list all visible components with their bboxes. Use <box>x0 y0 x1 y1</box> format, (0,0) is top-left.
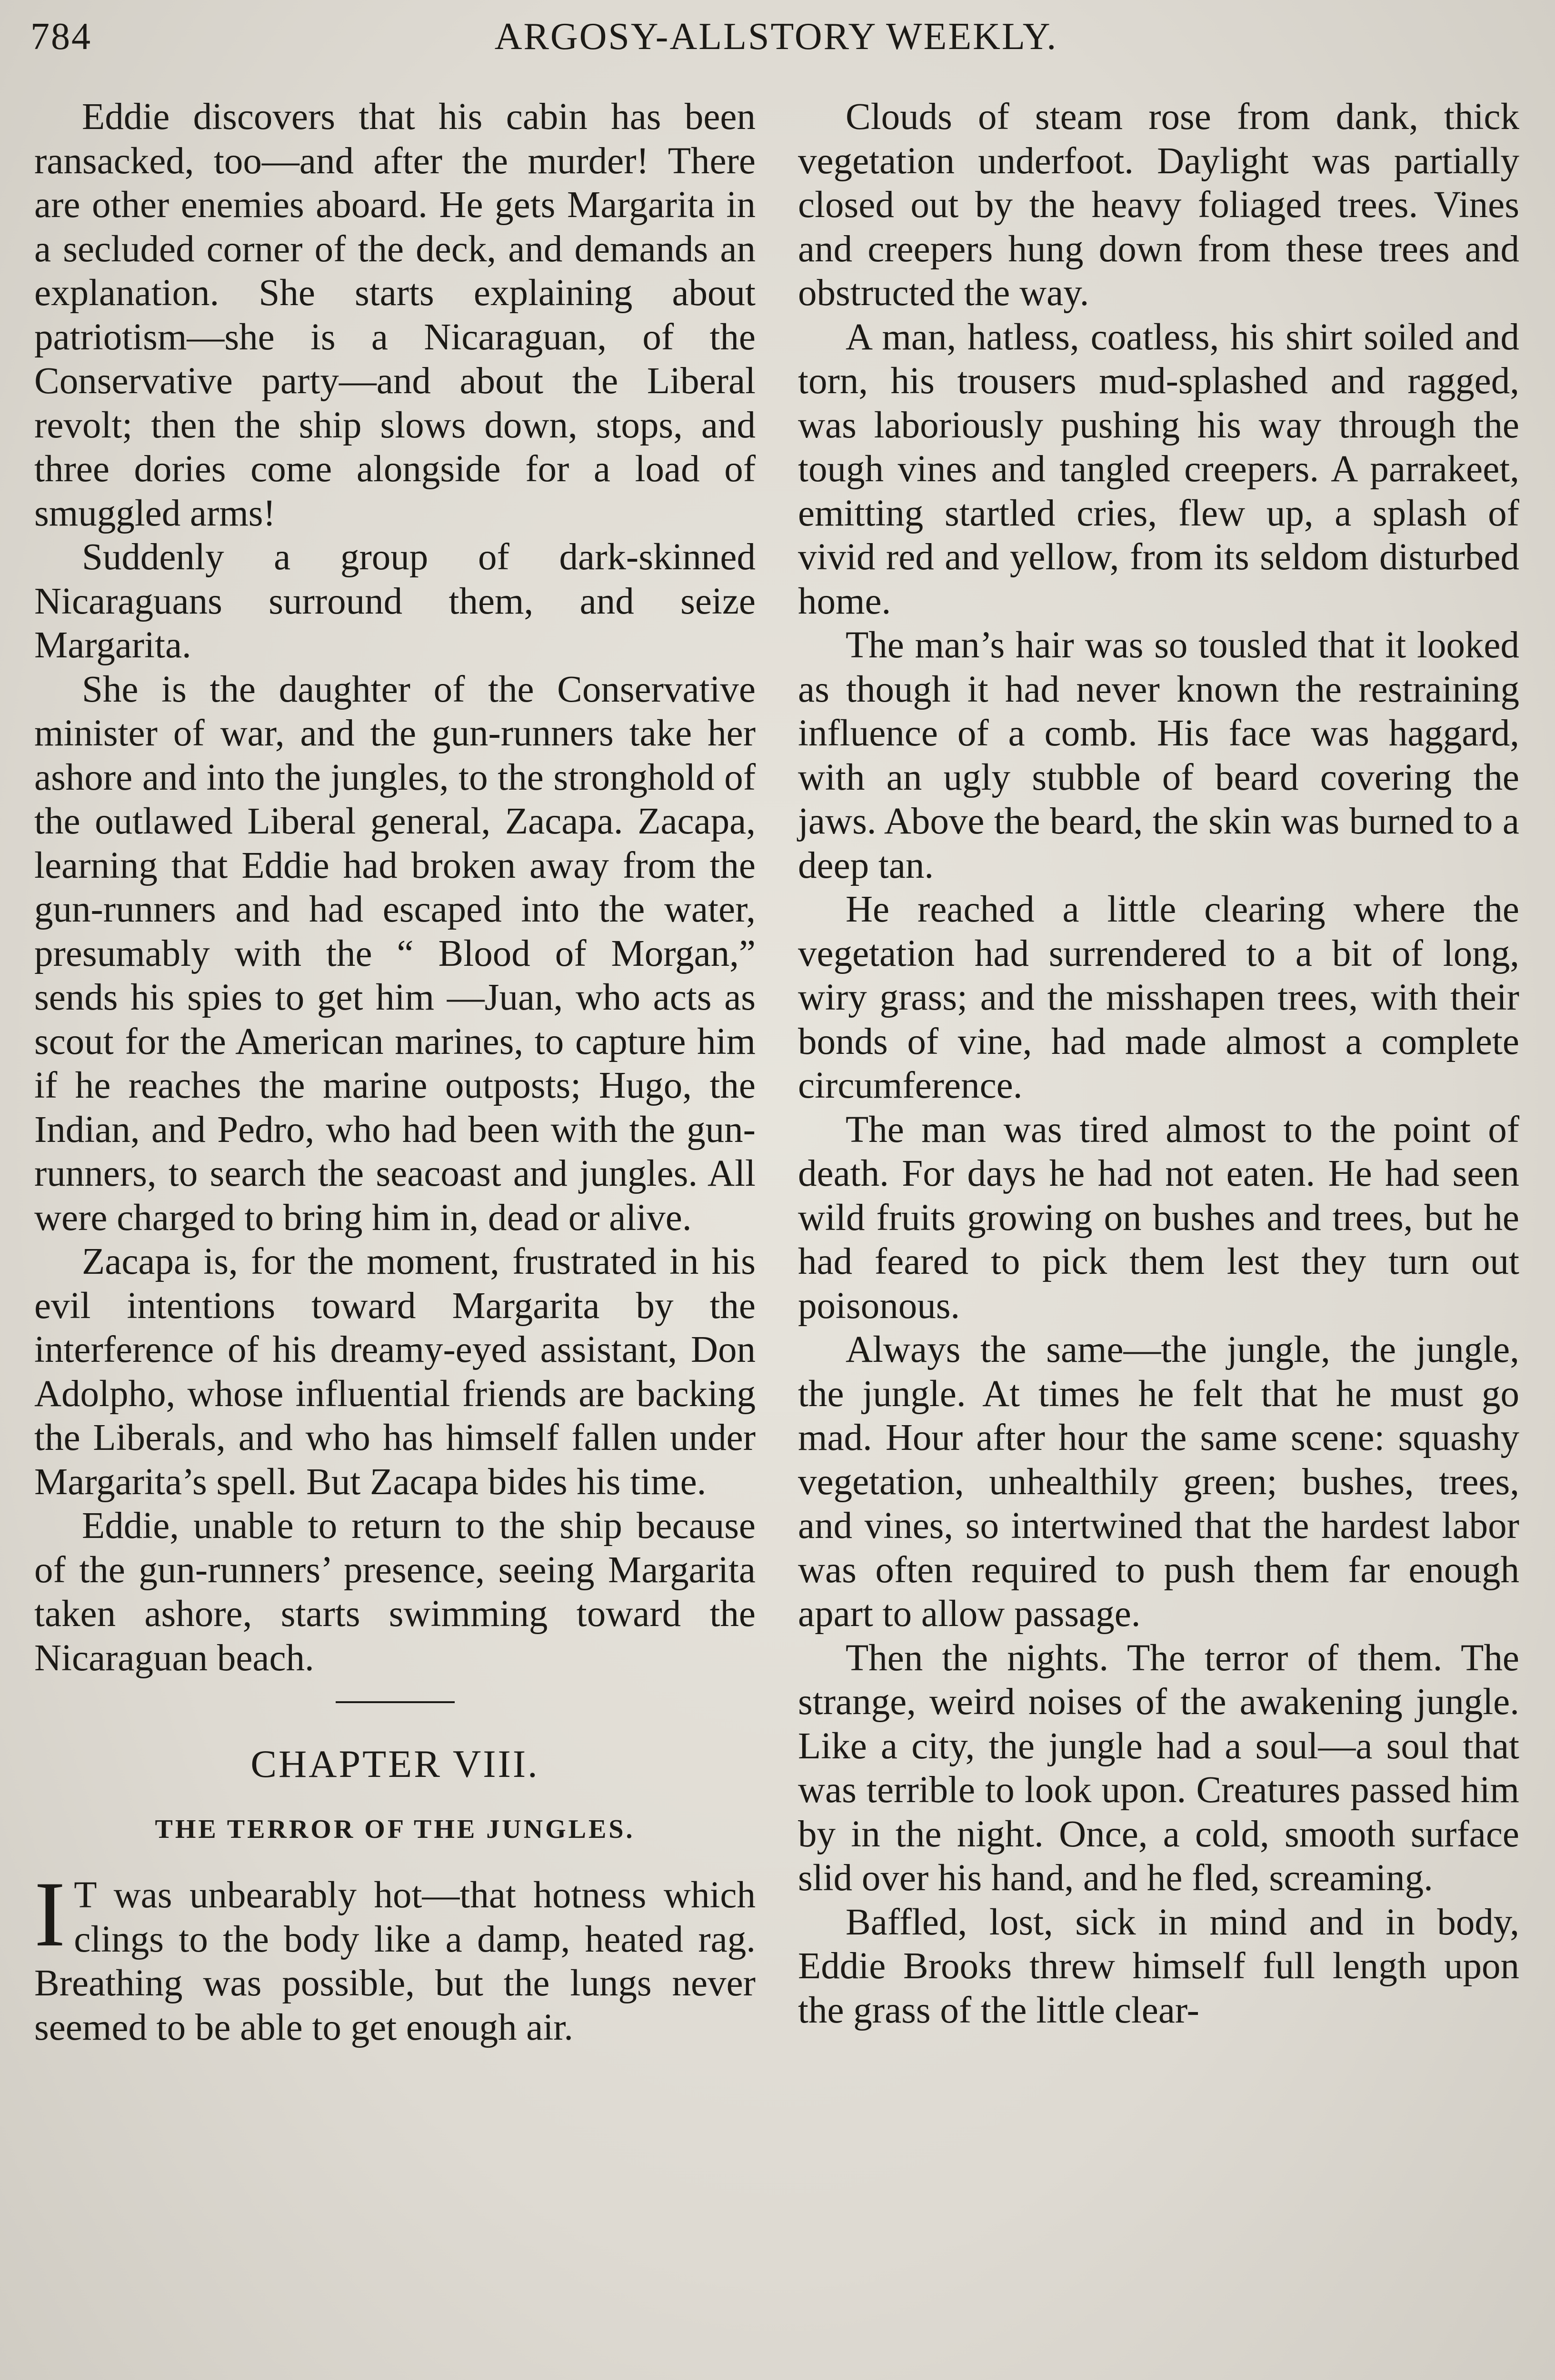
story-paragraph: A man, hatless, coatless, his shirt soiled and torn, his trousers mud-splashed and ragged, was laboriously pushing his way through the tough vines and tangled creepers. A parrakeet, emitting startled cries, flew up, a splash of vivid red and yellow, from its seldom disturbed home. <box>798 316 1519 622</box>
drop-cap: I <box>34 1863 66 1966</box>
chapter-title: CHAPTER VIII. <box>250 1742 539 1785</box>
page-number: 784 <box>30 16 92 58</box>
synopsis-paragraph: Suddenly a group of dark-skinned Nicaraguans surround them, and seize Margarita. <box>34 536 756 666</box>
story-paragraph: Baffled, lost, sick in mind and in body, Eddie Brooks threw himself full length upon the grass of the little clear- <box>798 1901 1519 2031</box>
masthead: ARGOSY-ALLSTORY WEEKLY. <box>494 16 1058 58</box>
left-column <box>34 95 756 2050</box>
story-paragraph: Clouds of steam rose from dank, thick vegetation underfoot. Daylight was partially closed out by the heavy foliaged trees. Vines and creepers hung down from these trees and obstructed the way. <box>798 96 1519 314</box>
chapter-subtitle: THE TERROR OF THE JUNGLES. <box>155 1815 635 1844</box>
synopsis-paragraph: She is the daughter of the Conservative minister of war, and the gun-runners take her ashore and into the jungles, to the stronghold of the outlawed Liberal general, Zacapa. Zacapa, learning that Eddie had broken away from the gun-runners and had escaped into the water, presumably with the “ Blood of Morgan,” sends his spies to get him —Juan, who acts as scout for the American marines, to capture him if he reaches the marine outposts; Hugo, the Indian, and Pedro, who had been with the gun-runners, to search the seacoast and jungles. All were charged to bring him in, dead or alive. <box>34 668 756 1239</box>
chapter-opening <box>34 1863 756 2050</box>
story-paragraph: Then the nights. The terror of them. The strange, weird noises of the awakening jungle. Like a city, the jungle had a soul—a soul that was terrible to look upon. Creatures passed him by in the night. Once, a cold, smooth surface slid over his hand, and he fled, screaming. <box>798 1637 1519 1899</box>
synopsis-paragraph: Zacapa is, for the moment, frustrated in his evil intentions toward Margarita by the interference of his dreamy-eyed assistant, Don Adolpho, whose influential friends are backing the Liberals, and who has himself fallen under Margarita’s spell. But Zacapa bides his time. <box>34 1241 756 1503</box>
story-paragraph: He reached a little clearing where the vegetation had surrendered to a bit of long, wiry grass; and the misshapen trees, with their bonds of vine, had made almost a complete circumference. <box>798 889 1519 1106</box>
story-paragraph: The man’s hair was so tousled that it looked as though it had never known the restraining influence of a comb. His face was haggard, with an ugly stubble of beard covering the jaws. Above the beard, the skin was burned to a deep tan. <box>798 625 1519 886</box>
chapter-opening-text: T was unbearably hot—that hotness which clings to the body like a damp, heated rag. Breathing was possible, but the lungs never seemed to be able to get enough air. <box>34 1874 756 2048</box>
page-header <box>30 15 1522 68</box>
story-paragraph: Always the same—the jungle, the jungle, the jungle. At times he felt that he must go mad. Hour after hour the same scene: squashy vegetation, unhealthily green; bushes, trees, and vines, so intertwined that the hardest labor was often required to push them far enough apart to allow passage. <box>798 1329 1519 1635</box>
story-paragraph: The man was tired almost to the point of death. For days he had not eaten. He had seen wild fruits growing on bushes and trees, but he had feared to pick them lest they turn out poisonous. <box>798 1109 1519 1327</box>
right-column <box>798 95 1519 2033</box>
synopsis-paragraph: Eddie, unable to return to the ship because of the gun-runners’ presence, seeing Margarita taken ashore, starts swimming toward the Nicaraguan beach. <box>34 1505 756 1679</box>
section-divider <box>336 1701 455 1703</box>
synopsis-paragraph: Eddie discovers that his cabin has been ransacked, too—and after the murder! There are other enemies aboard. He gets Margarita in a secluded corner of the deck, and demands an explanation. She starts explaining about patriotism—she is a Nicaraguan, of the Conservative party—and about the Liberal revolt; then the ship slows down, stops, and three dories come alongside for a load of smuggled arms! <box>34 96 756 534</box>
